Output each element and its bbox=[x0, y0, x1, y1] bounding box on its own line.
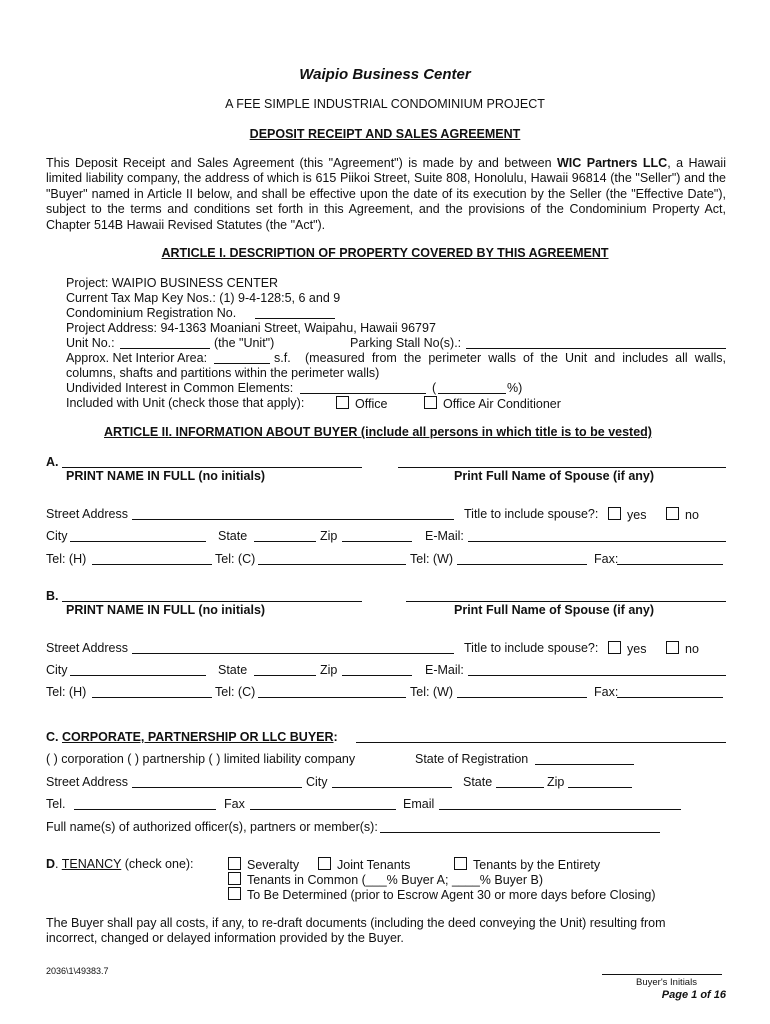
area-sf: s.f. bbox=[274, 351, 291, 365]
common-checkbox[interactable] bbox=[228, 872, 241, 885]
included-label: Included with Unit (check those that apply): bbox=[66, 396, 305, 410]
closing-paragraph: The Buyer shall pay all costs, if any, to re-draft documents (including the deed conveying the Unit) resulting from incorrect, changed or delayed information provided by the Buyer. bbox=[46, 916, 666, 946]
article-1-heading: ARTICLE I. DESCRIPTION OF PROPERTY COVERED BY THIS AGREEMENT bbox=[161, 246, 609, 260]
buyer-a-zip-field[interactable] bbox=[342, 541, 412, 542]
buyer-b-street-field[interactable] bbox=[132, 653, 454, 654]
buyer-b-city-label: City bbox=[46, 663, 68, 677]
office-checkbox[interactable] bbox=[336, 396, 349, 409]
severalty-option[interactable] bbox=[228, 857, 299, 873]
buyer-b-state-label: State bbox=[218, 663, 248, 677]
buyer-a-spouse-label: Print Full Name of Spouse (if any) bbox=[454, 469, 655, 483]
unit-no-label: Unit No.: bbox=[66, 336, 115, 350]
buyer-a-no-label: no bbox=[685, 508, 699, 522]
tenancy-label: TENANCY bbox=[61, 857, 122, 871]
area-description: (measured from the perimeter walls of the Unit and includes all walls, bbox=[305, 351, 726, 365]
buyer-b-title-spouse: Title to include spouse?: bbox=[464, 641, 599, 655]
initials-field[interactable] bbox=[602, 974, 722, 975]
agreement-title: DEPOSIT RECEIPT AND SALES AGREEMENT bbox=[249, 127, 521, 141]
buyer-b-yes-checkbox[interactable] bbox=[608, 641, 621, 654]
common-label: Tenants in Common (___% Buyer A; ____% Buyer B) bbox=[247, 873, 543, 887]
document-title: Waipio Business Center bbox=[299, 66, 471, 83]
buyer-a-state-label: State bbox=[218, 529, 248, 543]
buyer-b-yes-option[interactable] bbox=[608, 641, 646, 657]
buyer-a-no-checkbox[interactable] bbox=[666, 507, 679, 520]
buyer-b-no-option[interactable] bbox=[666, 641, 699, 657]
buyer-a-street-field[interactable] bbox=[132, 519, 454, 520]
buyer-a-tel-h-label: Tel: (H) bbox=[46, 552, 87, 566]
buyer-b-zip-label: Zip bbox=[320, 663, 338, 677]
unit-no-field[interactable] bbox=[120, 348, 210, 349]
percent-field[interactable] bbox=[438, 393, 506, 394]
corp-state-label: State bbox=[463, 775, 493, 789]
parking-label: Parking Stall No(s).: bbox=[350, 336, 462, 350]
ac-option[interactable] bbox=[424, 396, 561, 412]
buyer-b-tel-w-field[interactable] bbox=[457, 697, 587, 698]
buyer-b-name-label: PRINT NAME IN FULL (no initials) bbox=[66, 603, 266, 617]
severalty-checkbox[interactable] bbox=[228, 857, 241, 870]
buyer-b-city-field[interactable] bbox=[70, 675, 206, 676]
state-registration-label: State of Registration bbox=[415, 752, 529, 766]
undivided-interest-label: Undivided Interest in Common Elements: bbox=[66, 381, 294, 395]
buyer-b-tel-c-label: Tel: (C) bbox=[215, 685, 256, 699]
tax-map-key: Current Tax Map Key Nos.: (1) 9-4-128:5, 6 and 9 bbox=[66, 291, 341, 305]
registration-field[interactable] bbox=[255, 318, 335, 319]
buyer-a-title-spouse: Title to include spouse?: bbox=[464, 507, 599, 521]
article-2-heading: ARTICLE II. INFORMATION ABOUT BUYER (include all persons in which title is to be vested) bbox=[104, 425, 652, 439]
corp-street-field[interactable] bbox=[132, 787, 302, 788]
registration-label: Condominium Registration No. bbox=[66, 306, 237, 320]
buyer-a-city-field[interactable] bbox=[70, 541, 206, 542]
buyer-a-tel-w-label: Tel: (W) bbox=[410, 552, 454, 566]
area-field[interactable] bbox=[214, 363, 270, 364]
page-number: Page 1 of 16 bbox=[661, 989, 726, 1001]
entirety-checkbox[interactable] bbox=[454, 857, 467, 870]
severalty-label: Severalty bbox=[247, 858, 300, 872]
area-label: Approx. Net Interior Area: bbox=[66, 351, 208, 365]
buyer-a-street-label: Street Address bbox=[46, 507, 128, 521]
ac-label: Office Air Conditioner bbox=[443, 397, 561, 411]
corporate-name-field[interactable] bbox=[356, 742, 726, 743]
tbd-label: To Be Determined (prior to Escrow Agent 30 or more days before Closing) bbox=[247, 888, 656, 902]
corp-email-label: Email bbox=[403, 797, 435, 811]
buyer-b-tel-h-label: Tel: (H) bbox=[46, 685, 87, 699]
buyer-a-no-option[interactable] bbox=[666, 507, 699, 523]
buyer-b-email-label: E-Mail: bbox=[425, 663, 464, 677]
buyer-b-fax-label: Fax: bbox=[594, 685, 619, 699]
buyer-a-fax-field[interactable] bbox=[617, 564, 723, 565]
buyer-a-marker: A. bbox=[46, 455, 59, 469]
intro-paragraph bbox=[46, 156, 726, 233]
intro-text-2: , a Hawaii limited liability company, the address of which is 615 Piikoi Street, Suite 808, Honolulu, Hawaii 96814 (the "Seller") and the "Buyer" named in Article II below, and shall be effective upon the date of its execution by the Seller (the "Effective Date"), subject to the terms and conditions set forth in this Agreement, and the provisions of the Condominium Property Act, Chapter 514B Hawaii Revised Statutes (the "Act"). bbox=[46, 156, 726, 232]
buyer-b-tel-c-field[interactable] bbox=[258, 697, 406, 698]
buyer-b-yes-label: yes bbox=[627, 642, 647, 656]
corporate-label: CORPORATE, PARTNERSHIP OR LLC BUYER bbox=[61, 730, 334, 744]
corp-zip-field[interactable] bbox=[568, 787, 632, 788]
tbd-option[interactable] bbox=[228, 887, 656, 903]
joint-tenants-option[interactable] bbox=[318, 857, 410, 873]
buyer-b-spouse-field[interactable] bbox=[406, 601, 726, 602]
buyer-b-fax-field[interactable] bbox=[617, 697, 723, 698]
buyer-a-yes-label: yes bbox=[627, 508, 647, 522]
corporate-colon: : bbox=[333, 730, 338, 744]
state-registration-field[interactable] bbox=[535, 764, 634, 765]
buyer-a-tel-w-field[interactable] bbox=[457, 564, 587, 565]
document-id: 2036\1\49383.7 bbox=[46, 966, 109, 976]
buyer-b-zip-field[interactable] bbox=[342, 675, 412, 676]
buyer-b-state-field[interactable] bbox=[254, 675, 316, 676]
buyer-a-email-field[interactable] bbox=[468, 541, 726, 542]
corporate-heading bbox=[46, 730, 338, 745]
corp-street-label: Street Address bbox=[46, 775, 128, 789]
office-label: Office bbox=[355, 397, 388, 411]
corp-fax-field[interactable] bbox=[250, 809, 396, 810]
buyer-a-tel-h-field[interactable] bbox=[92, 564, 212, 565]
corp-zip-label: Zip bbox=[547, 775, 565, 789]
area-description-2: columns, shafts and partitions within the perimeter walls) bbox=[66, 366, 380, 380]
buyer-b-tel-w-label: Tel: (W) bbox=[410, 685, 454, 699]
corp-fax-label: Fax bbox=[224, 797, 245, 811]
buyer-initials-label: Buyer's Initials bbox=[636, 977, 697, 988]
buyer-a-email-label: E-Mail: bbox=[425, 529, 464, 543]
buyer-b-name-field[interactable] bbox=[62, 601, 362, 602]
buyer-b-tel-h-field[interactable] bbox=[92, 697, 212, 698]
document-subtitle: A FEE SIMPLE INDUSTRIAL CONDOMINIUM PROJECT bbox=[225, 97, 545, 111]
corp-city-label: City bbox=[306, 775, 328, 789]
tenancy-heading bbox=[46, 857, 194, 872]
seller-name: WIC Partners LLC bbox=[557, 156, 668, 170]
buyer-a-state-field[interactable] bbox=[254, 541, 316, 542]
corp-tel-label: Tel. bbox=[46, 797, 66, 811]
common-option[interactable] bbox=[228, 872, 543, 888]
joint-tenants-label: Joint Tenants bbox=[337, 858, 411, 872]
corp-state-field[interactable] bbox=[496, 787, 544, 788]
intro-text-1: This Deposit Receipt and Sales Agreement (this "Agreement") is made by and between bbox=[46, 156, 557, 170]
ac-checkbox[interactable] bbox=[424, 396, 437, 409]
buyer-a-yes-checkbox[interactable] bbox=[608, 507, 621, 520]
corp-email-field[interactable] bbox=[439, 809, 681, 810]
undivided-interest-field[interactable] bbox=[300, 393, 426, 394]
buyer-a-spouse-field[interactable] bbox=[398, 467, 726, 468]
buyer-a-tel-c-field[interactable] bbox=[258, 564, 406, 565]
corp-tel-field[interactable] bbox=[74, 809, 216, 810]
entity-types[interactable]: ( ) corporation ( ) partnership ( ) limited liability company bbox=[46, 752, 356, 766]
buyer-a-yes-option[interactable] bbox=[608, 507, 646, 523]
tenancy-check: (check one): bbox=[121, 857, 194, 871]
buyer-b-no-checkbox[interactable] bbox=[666, 641, 679, 654]
officers-field[interactable] bbox=[380, 832, 660, 833]
tbd-checkbox[interactable] bbox=[228, 887, 241, 900]
project-address: Project Address: 94-1363 Moaniani Street, Waipahu, Hawaii 96797 bbox=[66, 321, 436, 335]
project-name: Project: WAIPIO BUSINESS CENTER bbox=[66, 276, 279, 290]
the-unit-label: (the "Unit") bbox=[214, 336, 275, 350]
joint-tenants-checkbox[interactable] bbox=[318, 857, 331, 870]
tenancy-dot: . bbox=[55, 857, 62, 871]
buyer-b-email-field[interactable] bbox=[468, 675, 726, 676]
officers-label: Full name(s) of authorized officer(s), partners or member(s): bbox=[46, 820, 378, 834]
entirety-label: Tenants by the Entirety bbox=[473, 858, 601, 872]
buyer-a-name-field[interactable] bbox=[62, 467, 362, 468]
parking-field[interactable] bbox=[466, 348, 726, 349]
percent-open: ( bbox=[432, 381, 437, 395]
buyer-a-zip-label: Zip bbox=[320, 529, 338, 543]
corp-city-field[interactable] bbox=[332, 787, 452, 788]
office-option[interactable] bbox=[336, 396, 387, 412]
buyer-a-city-label: City bbox=[46, 529, 68, 543]
entirety-option[interactable] bbox=[454, 857, 600, 873]
buyer-a-name-label: PRINT NAME IN FULL (no initials) bbox=[66, 469, 266, 483]
tenancy-prefix: D bbox=[46, 857, 56, 871]
corporate-prefix: C. bbox=[46, 730, 62, 744]
buyer-b-spouse-label: Print Full Name of Spouse (if any) bbox=[454, 603, 655, 617]
buyer-b-no-label: no bbox=[685, 642, 699, 656]
percent-close: %) bbox=[507, 381, 523, 395]
buyer-b-street-label: Street Address bbox=[46, 641, 128, 655]
buyer-b-marker: B. bbox=[46, 589, 59, 603]
buyer-a-tel-c-label: Tel: (C) bbox=[215, 552, 256, 566]
buyer-a-fax-label: Fax: bbox=[594, 552, 619, 566]
